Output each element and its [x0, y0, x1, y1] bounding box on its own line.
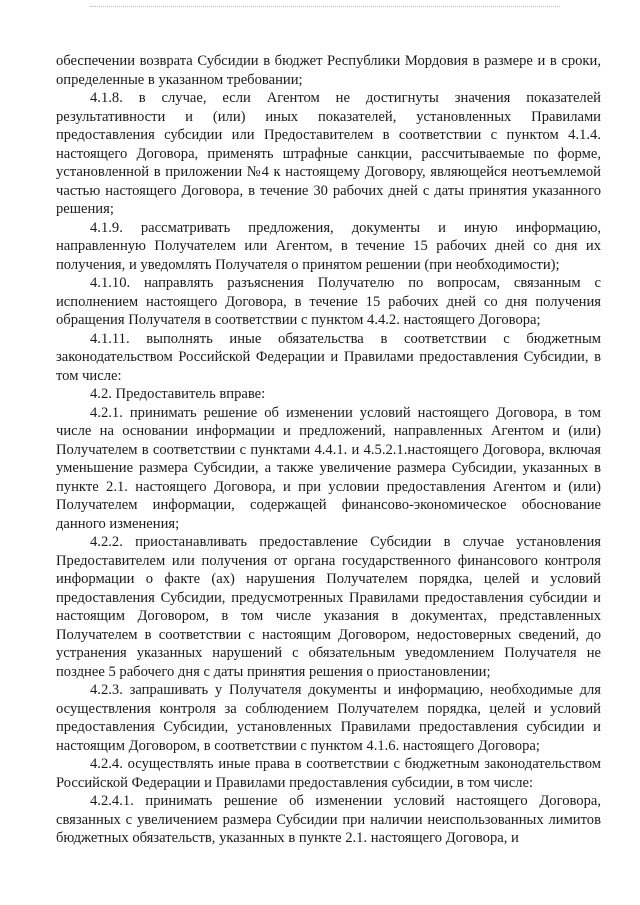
paragraph-4-1-8: 4.1.8. в случае, если Агентом не достигнуты значения показателей результативности и (или) иных показателей, установленных Правилами предоставления субсидии или Предоставителем в соответствии с пунктом 4.1.4. настоящего Договора, применять штрафные санкции, рассчитываемые по форме, установленной в приложении №4 к настоящему Договору, являющейся неотъемлемой частью настоящего Договора, в течение 30 рабочих дней с даты принятия указанного решения; [56, 90, 601, 217]
document-page [56, 52, 601, 848]
paragraph-continuation: обеспечении возврата Субсидии в бюджет Республики Мордовия в размере и в сроки, определенные в указанном требовании; [56, 53, 601, 88]
paragraph-4-2-1: 4.2.1. принимать решение об изменении условий настоящего Договора, в том числе на основании информации и предложений, направленных Агентом и (или) Получателем в соответствии с пунктами 4.4.1. и 4.5.2.1.настоящего Договора, включая уменьшение размера Субсидии, а также увеличение размера Субсидии, указанных в пункте 2.1. настоящего Договора, и при условии предоставления Агентом и (или) Получателем информации, содержащей финансово-экономическое обоснование данного изменения; [56, 404, 601, 532]
paragraph-4-2-2: 4.2.2. приостанавливать предоставление Субсидии в случае установления Предоставителем или получения от органа государственного финансового контроля информации о факте (ах) нарушения Получателем порядка, целей и условий предоставления Субсидии, предусмотренных Правилами предоставления субсидии и настоящим Договором, в том числе указания в документах, представленных Получателем в соответствии с настоящим Договором, недостоверных сведений, до устранения указанных нарушений с обязательным уведомлением Получателя не позднее 5 рабочего дня с даты принятия решения о приостановлении; [56, 534, 601, 680]
paragraph-4-2: 4.2. Предоставитель вправе: [90, 386, 266, 402]
paragraph-4-1-9: 4.1.9. рассматривать предложения, документы и иную информацию, направленную Получателем или Агентом, в течение 15 рабочих дней со дня их получения, и уведомлять Получателя о принятом решении (при необходимости); [56, 219, 601, 273]
paragraph-4-1-10: 4.1.10. направлять разъяснения Получателю по вопросам, связанным с исполнением настоящего Договора, в течение 15 рабочих дней со дня получения обращения Получателя в соответствии с пунктом 4.4.2. настоящего Договора; [56, 275, 601, 328]
paragraph-4-1-11: 4.1.11. выполнять иные обязательства в соответствии с бюджетным законодательством Российской Федерации и Правилами предоставления Субсидии, в том числе: [56, 330, 601, 384]
paragraph-4-2-4: 4.2.4. осуществлять иные права в соответствии с бюджетным законодательством Российской Федерации и Правилами предоставления субсидии, в том числе: [56, 756, 601, 791]
scan-artifact-line [90, 6, 560, 8]
paragraph-4-2-3: 4.2.3. запрашивать у Получателя документы и информацию, необходимые для осуществления контроля за соблюдением Получателем порядка, целей и условий предоставления Субсидии, установленных Правилами предоставления субсидии и настоящим Договором, в соответствии с пунктом 4.1.6. настоящего Договора; [56, 682, 601, 754]
paragraph-4-2-4-1: 4.2.4.1. принимать решение об изменении условий настоящего Договора, связанных с увеличением размера Субсидии при наличии неиспользованных лимитов бюджетных обязательств, указанных в пункте 2.1. настоящего Договора, и [56, 793, 601, 846]
